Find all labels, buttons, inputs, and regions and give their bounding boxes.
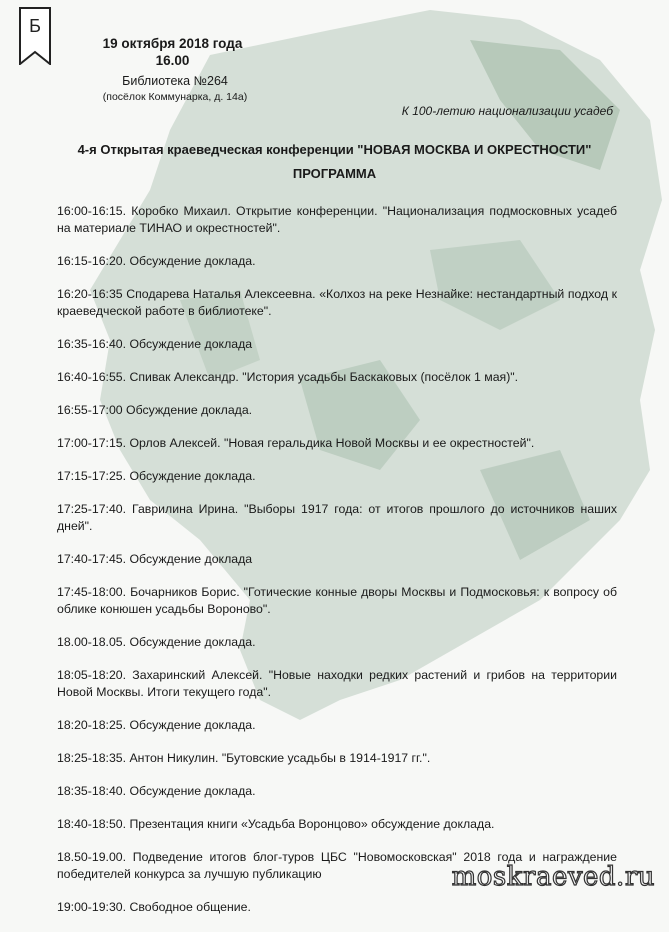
site-watermark: moskraeved.ru	[451, 862, 655, 892]
schedule-item: 17:00-17:15. Орлов Алексей. "Новая геральдика Новой Москвы и ее окрестностей".	[57, 436, 535, 450]
library-name: Библиотека №264	[122, 74, 228, 88]
dedication: К 100-летию национализации усадеб	[401, 104, 613, 118]
conference-title: 4-я Открытая краеведческая конференции "НОВАЯ МОСКВА И ОКРЕСТНОСТИ"	[77, 142, 592, 157]
schedule-item: 17:40-17:45. Обсуждение доклада	[57, 552, 253, 566]
event-date: 19 октября 2018 года	[102, 36, 243, 51]
schedule-item: 18:05-18:20. Захаринский Алексей. "Новые находки редких растений и грибов на территории Новой Москвы. Итоги текущего года".	[57, 668, 617, 699]
schedule-item: 16:20-16:35 Сподарева Наталья Алексеевна. «Колхоз на реке Незнайке: нестандартный подход к краеведческой работе в библиотеке".	[57, 287, 617, 318]
event-datetime	[0, 35, 345, 69]
schedule-item: 17:25-17:40. Гаврилина Ирина. "Выборы 1917 года: от итогов прошлого до источников наших дней".	[57, 502, 617, 533]
venue	[0, 73, 350, 105]
schedule-item: 16:40-16:55. Спивак Александр. "История усадьбы Баскаковых (посёлок 1 мая)".	[57, 370, 519, 384]
schedule-item: 16:15-16:20. Обсуждение доклада.	[57, 254, 256, 268]
schedule-list	[57, 203, 617, 932]
schedule-item: 18:35-18:40. Обсуждение доклада.	[57, 784, 256, 798]
schedule-item: 18.50-19.00. Подведение итогов блог-туров ЦБС "Новомосковская" 2018 года и награждение победителей конкурса за лучшую публикацию	[57, 850, 617, 881]
schedule-item: 19:00-19:30. Свободное общение.	[57, 900, 251, 914]
schedule-item: 18:20-18:25. Обсуждение доклада.	[57, 718, 256, 732]
schedule-item: 16:55-17:00 Обсуждение доклада.	[57, 403, 253, 417]
schedule-item: 16:00-16:15. Коробко Михаил. Открытие конференции. "Национализация подмосковных усадеб на материале ТИНАО и окрестностей".	[57, 204, 617, 235]
schedule-item: 18.00-18.05. Обсуждение доклада.	[57, 635, 256, 649]
library-address: (посёлок Коммунарка, д. 14а)	[102, 91, 248, 103]
bookmark-letter: Б	[29, 16, 41, 36]
schedule-item: 16:35-16:40. Обсуждение доклада	[57, 337, 253, 351]
schedule-item: 17:15-17:25. Обсуждение доклада.	[57, 469, 256, 483]
schedule-item: 18:40-18:50. Презентация книги «Усадьба Воронцово» обсуждение доклада.	[57, 817, 495, 831]
program-heading: ПРОГРАММА	[292, 166, 377, 181]
event-time: 16.00	[155, 53, 190, 68]
schedule-item: 17:45-18:00. Бочарников Борис. "Готические конные дворы Москвы и Подмосковья: к вопросу об облике конюшен усадьбы Вороново".	[57, 585, 617, 616]
schedule-item: 18:25-18:35. Антон Никулин. "Бутовские усадьбы в 1914-1917 гг.".	[57, 751, 431, 765]
